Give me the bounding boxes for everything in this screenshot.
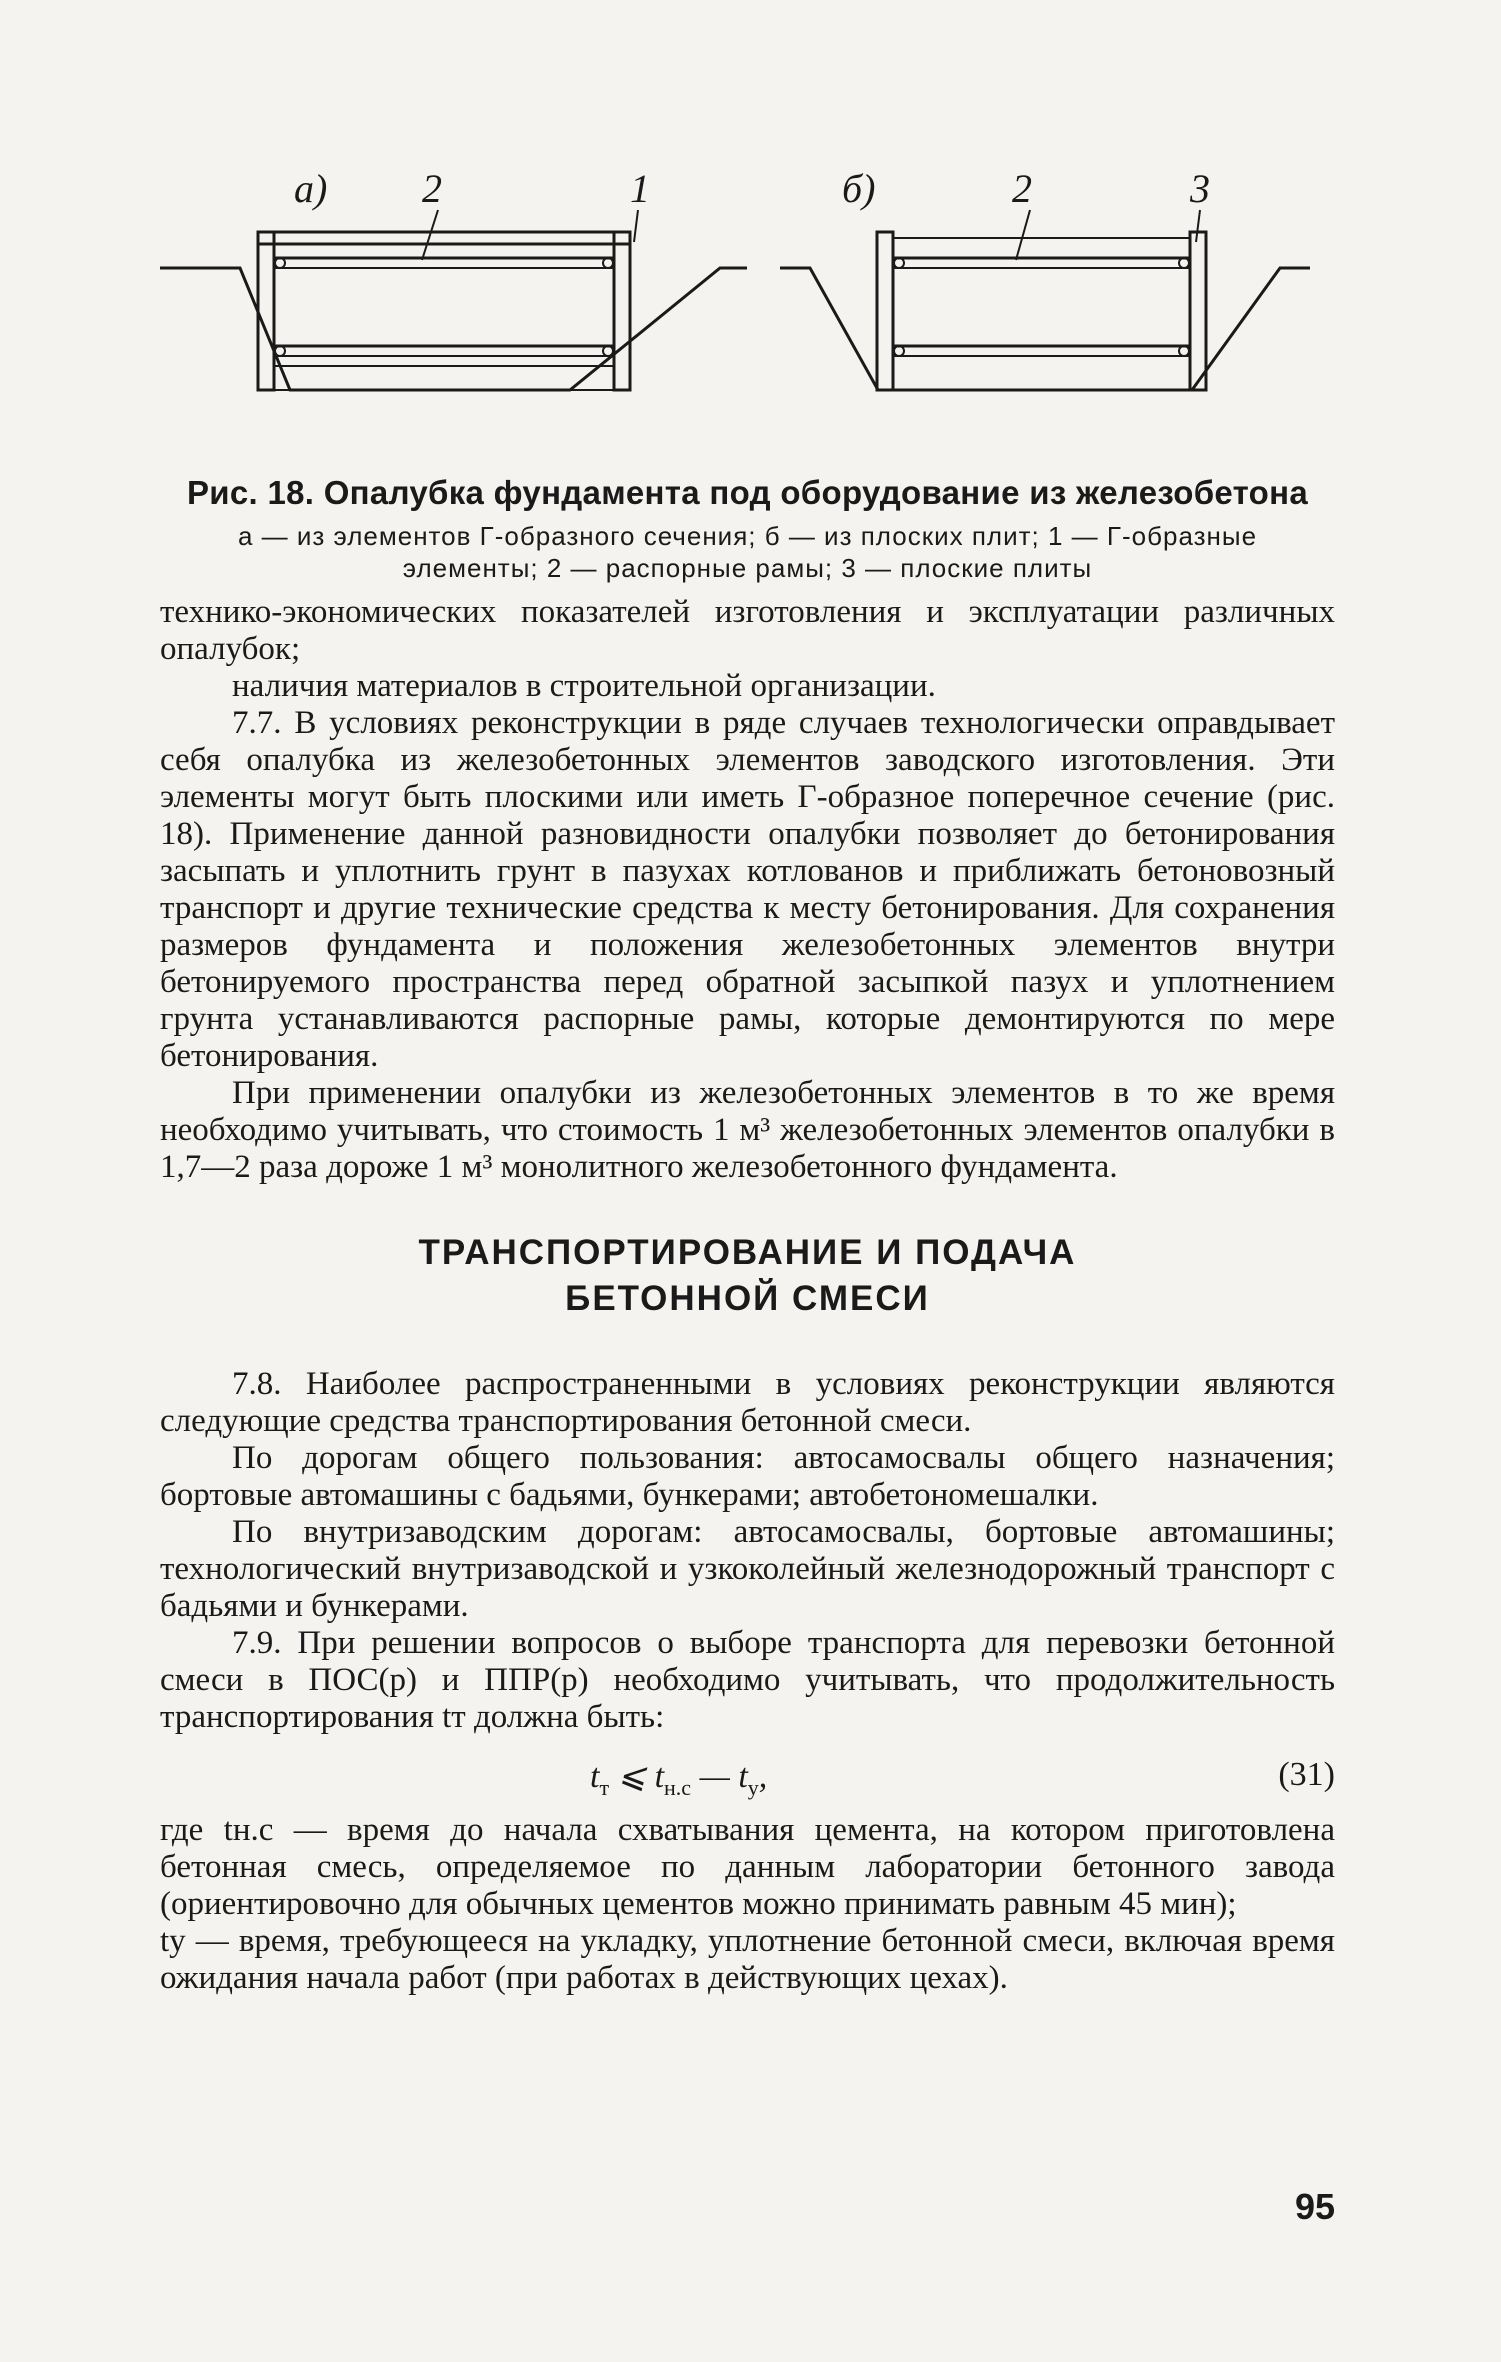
section-heading xyxy=(160,1230,1335,1322)
formula-number: (31) xyxy=(1278,1756,1335,1793)
paragraph-7-7: 7.7. В условиях реконструкции в ряде случаев технологически оправдывает себя опалубка из железобетонных элементов заводского изготовления. Эти элементы могут быть плоскими или иметь Г-образное поперечное сечение (рис. 18). Применение данной разновидности опалубки позволяет до бетонирования засыпать и уплотнить грунт в пазухах котлованов и приближать бетоновозный транспорт и другие технические средства к месту бетонирования. Для сохранения размеров фундамента и положения железобетонных элементов внутри бетонируемого пространства перед обратной засыпкой пазух и уплотнением грунта устанавливаются распорные рамы, которые демонтируются по мере бетонирования. xyxy=(160,705,1335,1074)
paragraph-public-roads: По дорогам общего пользования: автосамосвалы общего назначения; бортовые автомашины с бадьями, бункерами; автобетономешалки. xyxy=(160,1440,1335,1513)
formula-expression: $t_т$ ⩽ $t_{н.с}$ — $t_у$, xyxy=(590,1758,768,1800)
paragraph-7-9: 7.9. При решении вопросов о выборе транспорта для перевозки бетонной смеси в ПОС(р) и ППР(р) необходимо учитывать, что продолжительность транспортирования tт должна быть: xyxy=(160,1625,1335,1735)
paragraph-cost: При применении опалубки из железобетонных элементов в то же время необходимо учитывать, что стоимость 1 м³ железобетонных элементов опалубки в 1,7—2 раза дороже 1 м³ монолитного железобетонного фундамента. xyxy=(160,1075,1335,1185)
explanation-t-u: tу — время, требующееся на укладку, уплотнение бетонной смеси, включая время ожидания начала работ (при работах в действующих цехах). xyxy=(160,1923,1335,1996)
panel-a-label: а) xyxy=(294,166,328,211)
panel-b-callout-2: 2 xyxy=(1012,166,1032,211)
panel-b-label: б) xyxy=(842,166,876,211)
document-page xyxy=(160,150,1335,1997)
section-heading-line-2: БЕТОННОЙ СМЕСИ xyxy=(565,1279,930,1318)
formula-31 xyxy=(160,1748,1335,1804)
section-heading-line-1: ТРАНСПОРТИРОВАНИЕ И ПОДАЧА xyxy=(418,1233,1077,1272)
panel-a-callout-1: 1 xyxy=(630,166,650,211)
formula-explanation xyxy=(160,1812,1335,1997)
figure-legend-line-2: элементы; 2 — распорные рамы; 3 — плоские плиты xyxy=(402,553,1093,583)
panel-b-drawing xyxy=(780,166,1310,390)
formwork-figure xyxy=(160,150,1335,450)
body-text xyxy=(160,594,1335,1186)
panel-a-drawing xyxy=(160,166,747,390)
figure-legend-line-1: а — из элементов Г-образного сечения; б — из плоских плит; 1 — Г-образные xyxy=(237,521,1258,551)
figure-caption: Рис. 18. Опалубка фундамента под оборудование из железобетона xyxy=(186,474,1309,511)
page-number: 95 xyxy=(1294,2186,1335,2227)
panel-a-callout-2: 2 xyxy=(422,166,442,211)
figure-legend xyxy=(160,520,1335,584)
panel-b-callout-3: 3 xyxy=(1190,166,1210,211)
paragraph-continuation: технико-экономических показателей изготовления и эксплуатации различных опалубок; xyxy=(160,594,1335,667)
paragraph-materials: наличия материалов в строительной организации. xyxy=(232,668,936,704)
paragraph-7-8: 7.8. Наиболее распространенными в условиях реконструкции являются следующие средства транспортирования бетонной смеси. xyxy=(160,1366,1335,1439)
section-text xyxy=(160,1366,1335,1736)
paragraph-internal-roads: По внутризаводским дорогам: автосамосвалы, бортовые автомашины; технологический внутризаводской и узкоколейный железнодорожный транспорт с бадьями и бункерами. xyxy=(160,1514,1335,1624)
explanation-t-ns: где tн.с — время до начала схватывания цемента, на котором приготовлена бетонная смесь, определяемое по данным лаборатории бетонного завода (ориентировочно для обычных цементов можно принимать равным 45 мин); xyxy=(160,1812,1335,1922)
